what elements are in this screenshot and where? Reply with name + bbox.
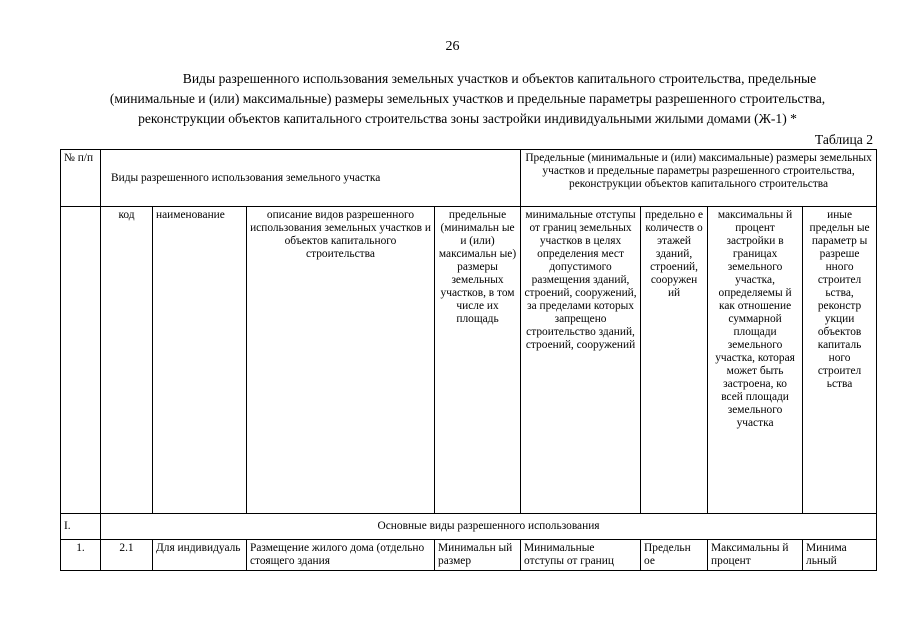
header-limits: Предельные (минимальные и (или) максимальные) размеры земельных участков и предельные параметры разрешенного строительства, реконструкции объектов капитального строительства [521, 150, 877, 207]
table-label: Таблица 2 [814, 132, 873, 147]
row1-other-text: Минима льный [806, 542, 847, 567]
subheader-code: код [101, 207, 153, 514]
zoning-table [60, 149, 877, 571]
row1-coverage-text: Максимальны й процент [711, 542, 789, 567]
subheader-empty [61, 207, 101, 514]
row1-setbacks-text: Минимальные отступы от границ [524, 542, 614, 567]
title-line-2: (минимальные и (или) максимальные) размеры земельных участков и предельные параметры разрешенного строительства, [109, 91, 826, 106]
table-title [60, 69, 875, 129]
row1-code [101, 540, 153, 571]
row1-other [803, 540, 877, 571]
header-types [101, 150, 521, 207]
row1-num [61, 540, 101, 571]
section-label: Основные виды разрешенного использования [101, 514, 877, 540]
section-num: I. [61, 514, 101, 540]
row1-name [153, 540, 247, 571]
row1-size [435, 540, 521, 571]
title-line-1: Виды разрешенного использования земельных участков и объектов капитального строительства, предельные [182, 71, 817, 86]
row1-description-text: Размещение жилого дома (отдельно стоящего здания [250, 542, 425, 567]
subheader-setbacks: минимальные отступы от границ земельных участков в целях определения мест допустимого размещения зданий, строений, сооружений, за пределами которых запрещено строительство зданий, строений, сооружений [521, 207, 641, 514]
subheader-description: описание видов разрешенного использования земельных участков и объектов капитального строительства [247, 207, 435, 514]
page-number: 26 [445, 39, 460, 54]
row1-description [247, 540, 435, 571]
header-types-text: Виды разрешенного использования земельного участка [111, 171, 381, 184]
row1-num-text: 1. [76, 542, 85, 554]
subheader-floors: предельно е количеств о этажей зданий, строений, сооружен ий [641, 207, 708, 514]
subheader-coverage: максимальны й процент застройки в границах земельного участка, определяемы й как отношение суммарной площади земельного участка, которая может быть застроена, ко всей площади земельного участка [708, 207, 803, 514]
title-line-3: реконструкции объектов капитального строительства зоны застройки индивидуальными жилыми домами (Ж-1) * [138, 111, 797, 126]
row1-code-text: 2.1 [119, 542, 134, 554]
row1-floors-text: Предельн ое [644, 542, 691, 567]
row1-size-text: Минимальн ый размер [438, 542, 513, 567]
header-num: № п/п [61, 150, 101, 207]
row1-coverage [708, 540, 803, 571]
subheader-other: иные предельн ые параметр ы разреше нного строител ьства, реконстр укции объектов капиталь ного строител ьства [803, 207, 877, 514]
row1-name-text: Для индивидуаль [156, 542, 241, 554]
subheader-size: предельные (минимальн ые и (или) максимальн ые) размеры земельных участков, в том числе их площадь [435, 207, 521, 514]
row1-setbacks [521, 540, 641, 571]
subheader-name: наименование [153, 207, 247, 514]
row1-floors [641, 540, 708, 571]
